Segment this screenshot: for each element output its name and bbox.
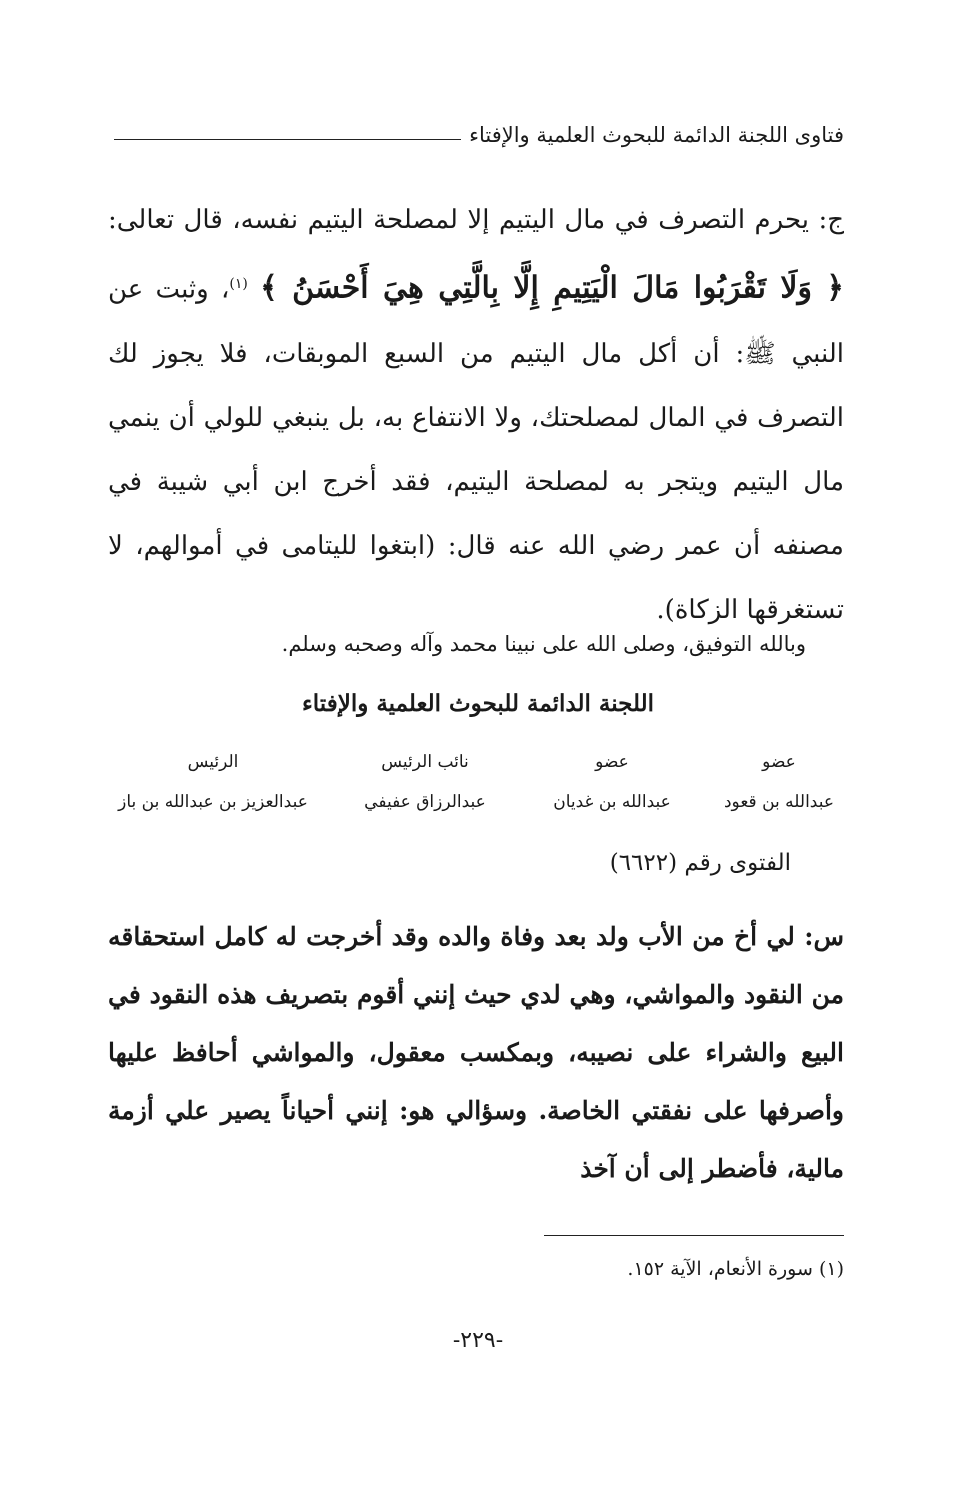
signatory-name: عبدالعزيز بن عبدالله بن باز [118,792,308,812]
running-header [114,118,844,152]
signatory-roles [108,752,844,772]
quran-verse: ﴿ وَلَا تَقْرَبُوا مَالَ الْيَتِيمِ إِلَّا بِالَّتِي هِيَ أَحْسَنُ ﴾ [260,270,844,306]
signatory-names [108,792,844,812]
committee-title: اللجنة الدائمة للبحوث العلمية والإفتاء [301,690,655,717]
signatory-name: عبدالله بن قعود [723,792,834,812]
answer-rest: ، وثبت عن النبي ﷺ: أن أكل مال اليتيم من السبع الموبقات، فلا يجوز لك التصرف في المال لمصلحتك، ولا الانتفاع به، بل ينبغي للولي أن ينمي مال اليتيم ويتجر به لمصلحة اليتيم، فقد أخرج ابن أبي شيبة في مصنفه أن عمر رضي الله عنه قال: (ابتغوا لليتامى في أموالهم، لا تستغرقها الزكاة). [108,274,844,625]
footnote: (١) سورة الأنعام، الآية ١٥٢. [627,1258,844,1280]
answer-intro: ج: يحرم التصرف في مال اليتيم إلا لمصلحة اليتيم نفسه، قال تعالى: [108,205,844,235]
footnote-divider [544,1235,844,1236]
signatory-role: نائب الرئيس [381,752,469,772]
answer-paragraph [108,188,844,642]
signatory-role: عضو [762,752,796,772]
signatory-name: عبدالرزاق عفيفي [364,792,486,812]
header-title: فتاوى اللجنة الدائمة للبحوث العلمية والإفتاء [469,123,844,147]
question-paragraph [108,908,844,1198]
footnote-ref[interactable]: (١) [229,276,248,292]
signatory-role: عضو [595,752,629,772]
closing-line: وبالله التوفيق، وصلى الله على نبينا محمد وآله وصحبه وسلم. [281,632,806,656]
header-rule [114,139,461,140]
signatory-name: عبدالله بن غديان [553,792,671,812]
question-text: س: لي أخ من الأب ولد بعد وفاة والده وقد أخرجت له كامل استحقاقه من النقود والمواشي، وهي لدي حيث إنني أقوم بتصريف هذه النقود في البيع والشراء على نصيبه، وبمكسب معقول، والمواشي أحافظ عليها وأصرفها على نفقتي الخاصة. وسؤالي هو: إنني أحياناً يصير علي أزمة مالية، فأضطر إلى أن آخذ [108,922,844,1183]
fatwa-number: الفتوى رقم (٦٦٢٢) [609,850,791,876]
page-number: -٢٢٩- [452,1328,504,1353]
signatory-role: الرئيس [187,752,239,772]
